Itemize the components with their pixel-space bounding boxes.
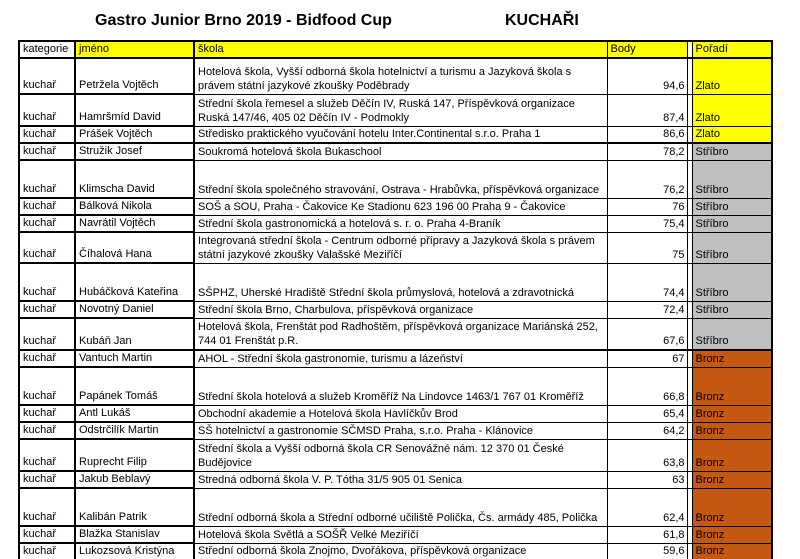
category-cell: kuchař <box>19 160 75 198</box>
school-cell: Stredná odborná škola V. P. Tótha 31/5 905 01 Senica <box>194 471 607 488</box>
category-cell: kuchař <box>19 301 75 318</box>
medal-cell: Stříbro <box>692 301 772 318</box>
points-cell: 76 <box>607 198 687 215</box>
points-cell: 66,8 <box>607 367 687 405</box>
competitor-name-cell: Klimscha David <box>75 160 194 198</box>
table-row <box>19 232 772 263</box>
table-row <box>19 350 772 367</box>
competitor-name-cell: Ruprecht Filip <box>75 439 194 471</box>
title-bar <box>0 12 800 36</box>
table-row <box>19 471 772 488</box>
category-cell: kuchař <box>19 94 75 126</box>
category-cell: kuchař <box>19 367 75 405</box>
medal-cell: Bronz <box>692 367 772 405</box>
category-cell: kuchař <box>19 143 75 160</box>
table-row <box>19 422 772 439</box>
school-cell: Střední odborná škola Znojmo, Dvořákova, příspěvková organizace <box>194 543 607 559</box>
table-header-row <box>19 41 772 58</box>
competitor-name-cell: Bálková Nikola <box>75 198 194 215</box>
points-cell: 74,4 <box>607 263 687 301</box>
school-cell: AHOL - Střední škola gastronomie, turismu a lázeňství <box>194 350 607 367</box>
competitor-name-cell: Papánek Tomáš <box>75 367 194 405</box>
medal-cell: Stříbro <box>692 198 772 215</box>
school-cell: Hotelová škola, Vyšší odborná škola hotelnictví a turismu a Jazyková škola s právem státní jazykové zkoušky Poděbrady <box>194 58 607 94</box>
points-cell: 72,4 <box>607 301 687 318</box>
table-row <box>19 58 772 94</box>
school-cell: SŠPHZ, Uherské Hradiště Střední škola průmyslová, hotelová a zdravotnická <box>194 263 607 301</box>
competitor-name-cell: Navrátil Vojtěch <box>75 215 194 232</box>
school-cell: Obchodní akademie a Hotelová škola Havlíčkův Brod <box>194 405 607 422</box>
medal-cell: Bronz <box>692 439 772 471</box>
competitor-name-cell: Jakub Beblavý <box>75 471 194 488</box>
table-row <box>19 488 772 526</box>
competitor-name-cell: Blažka Stanislav <box>75 526 194 543</box>
category-title: KUCHAŘI <box>505 12 579 29</box>
competitor-name-cell: Hamršmíd David <box>75 94 194 126</box>
school-cell: Středisko praktického vyučování hotelu Inter.Continental s.r.o. Praha 1 <box>194 126 607 143</box>
medal-cell: Bronz <box>692 471 772 488</box>
competitor-name-cell: Antl Lukáš <box>75 405 194 422</box>
points-cell: 64,2 <box>607 422 687 439</box>
results-table <box>18 40 773 559</box>
header-kategorie: kategorie <box>19 41 75 58</box>
category-cell: kuchař <box>19 215 75 232</box>
table-row <box>19 301 772 318</box>
school-cell: Střední odborná škola a Střední odborné učiliště Polička, Čs. armády 485, Polička <box>194 488 607 526</box>
school-cell: Střední škola řemesel a služeb Děčín IV, Ruská 147, Příspěvková organizace Ruská 147/46, 405 02 Děčín IV - Podmokly <box>194 94 607 126</box>
medal-cell: Bronz <box>692 543 772 559</box>
table-row <box>19 543 772 559</box>
category-cell: kuchař <box>19 198 75 215</box>
medal-cell: Zlato <box>692 126 772 143</box>
school-cell: Soukromá hotelová škola Bukaschool <box>194 143 607 160</box>
medal-cell: Stříbro <box>692 263 772 301</box>
medal-cell: Bronz <box>692 422 772 439</box>
points-cell: 67,6 <box>607 318 687 350</box>
category-cell: kuchař <box>19 126 75 143</box>
competitor-name-cell: Stružik Josef <box>75 143 194 160</box>
header-body: Body <box>607 41 687 58</box>
competitor-name-cell: Kubáň Jan <box>75 318 194 350</box>
medal-cell: Zlato <box>692 94 772 126</box>
school-cell: Střední škola společného stravování, Ostrava - Hrabůvka, příspěvková organizace <box>194 160 607 198</box>
header-skola: škola <box>194 41 607 58</box>
table-row <box>19 198 772 215</box>
medal-cell: Bronz <box>692 526 772 543</box>
medal-cell: Zlato <box>692 58 772 94</box>
medal-cell: Bronz <box>692 350 772 367</box>
school-cell: SŠ hotelnictví a gastronomie SČMSD Praha, s.r.o. Praha - Klánovice <box>194 422 607 439</box>
points-cell: 87,4 <box>607 94 687 126</box>
category-cell: kuchař <box>19 58 75 94</box>
competitor-name-cell: Odstrčilík Martin <box>75 422 194 439</box>
medal-cell: Bronz <box>692 405 772 422</box>
category-cell: kuchař <box>19 422 75 439</box>
category-cell: kuchař <box>19 318 75 350</box>
category-cell: kuchař <box>19 488 75 526</box>
medal-cell: Stříbro <box>692 160 772 198</box>
points-cell: 78,2 <box>607 143 687 160</box>
medal-cell: Stříbro <box>692 143 772 160</box>
competitor-name-cell: Petržela Vojtěch <box>75 58 194 94</box>
points-cell: 59,6 <box>607 543 687 559</box>
category-cell: kuchař <box>19 526 75 543</box>
points-cell: 62,4 <box>607 488 687 526</box>
school-cell: Hotelová škola Světlá a SOŠŘ Velké Meziříčí <box>194 526 607 543</box>
competitor-name-cell: Novotný Daniel <box>75 301 194 318</box>
results-table-body <box>19 58 772 559</box>
competitor-name-cell: Lukozsová Kristýna <box>75 543 194 559</box>
points-cell: 94,6 <box>607 58 687 94</box>
table-row <box>19 318 772 350</box>
competitor-name-cell: Vantuch Martin <box>75 350 194 367</box>
header-jmeno: jméno <box>75 41 194 58</box>
points-cell: 63,8 <box>607 439 687 471</box>
points-cell: 61,8 <box>607 526 687 543</box>
school-cell: Střední škola a Vyšší odborná škola CR Senovážné nám. 12 370 01 České Budějovice <box>194 439 607 471</box>
points-cell: 65,4 <box>607 405 687 422</box>
school-cell: SOŠ a SOU, Praha - Čakovice Ke Stadionu 623 196 00 Praha 9 - Čakovice <box>194 198 607 215</box>
category-cell: kuchař <box>19 232 75 263</box>
points-cell: 76,2 <box>607 160 687 198</box>
table-row <box>19 439 772 471</box>
competitor-name-cell: Hubáčková Kateřina <box>75 263 194 301</box>
points-cell: 75,4 <box>607 215 687 232</box>
table-row <box>19 143 772 160</box>
school-cell: Střední škola Brno, Charbulova, příspěvková organizace <box>194 301 607 318</box>
competitor-name-cell: Kalibán Patrik <box>75 488 194 526</box>
category-cell: kuchař <box>19 350 75 367</box>
points-cell: 86,6 <box>607 126 687 143</box>
competitor-name-cell: Číhalová Hana <box>75 232 194 263</box>
table-row <box>19 526 772 543</box>
medal-cell: Stříbro <box>692 215 772 232</box>
school-cell: Střední škola hotelová a služeb Kroměříž Na Lindovce 1463/1 767 01 Kroměříž <box>194 367 607 405</box>
category-cell: kuchař <box>19 439 75 471</box>
category-cell: kuchař <box>19 543 75 559</box>
points-cell: 75 <box>607 232 687 263</box>
header-poradi: Pořadí <box>692 41 772 58</box>
medal-cell: Stříbro <box>692 232 772 263</box>
table-row <box>19 94 772 126</box>
school-cell: Hotelová škola, Frenštát pod Radhoštěm, příspěvková organizace Mariánská 252, 744 01 Frenštát p.R. <box>194 318 607 350</box>
table-row <box>19 367 772 405</box>
category-cell: kuchař <box>19 471 75 488</box>
table-row <box>19 405 772 422</box>
table-row <box>19 160 772 198</box>
school-cell: Střední škola gastronomická a hotelová s. r. o. Praha 4-Braník <box>194 215 607 232</box>
category-cell: kuchař <box>19 405 75 422</box>
table-row <box>19 263 772 301</box>
points-cell: 63 <box>607 471 687 488</box>
school-cell: Integrovaná střední škola - Centrum odborné přípravy a Jazyková škola s právem státní jazykové zkoušky Valašské Meziříčí <box>194 232 607 263</box>
points-cell: 67 <box>607 350 687 367</box>
category-cell: kuchař <box>19 263 75 301</box>
page-title: Gastro Junior Brno 2019 - Bidfood Cup <box>95 12 392 29</box>
medal-cell: Bronz <box>692 488 772 526</box>
table-row <box>19 215 772 232</box>
competitor-name-cell: Prášek Vojtěch <box>75 126 194 143</box>
table-row <box>19 126 772 143</box>
medal-cell: Stříbro <box>692 318 772 350</box>
